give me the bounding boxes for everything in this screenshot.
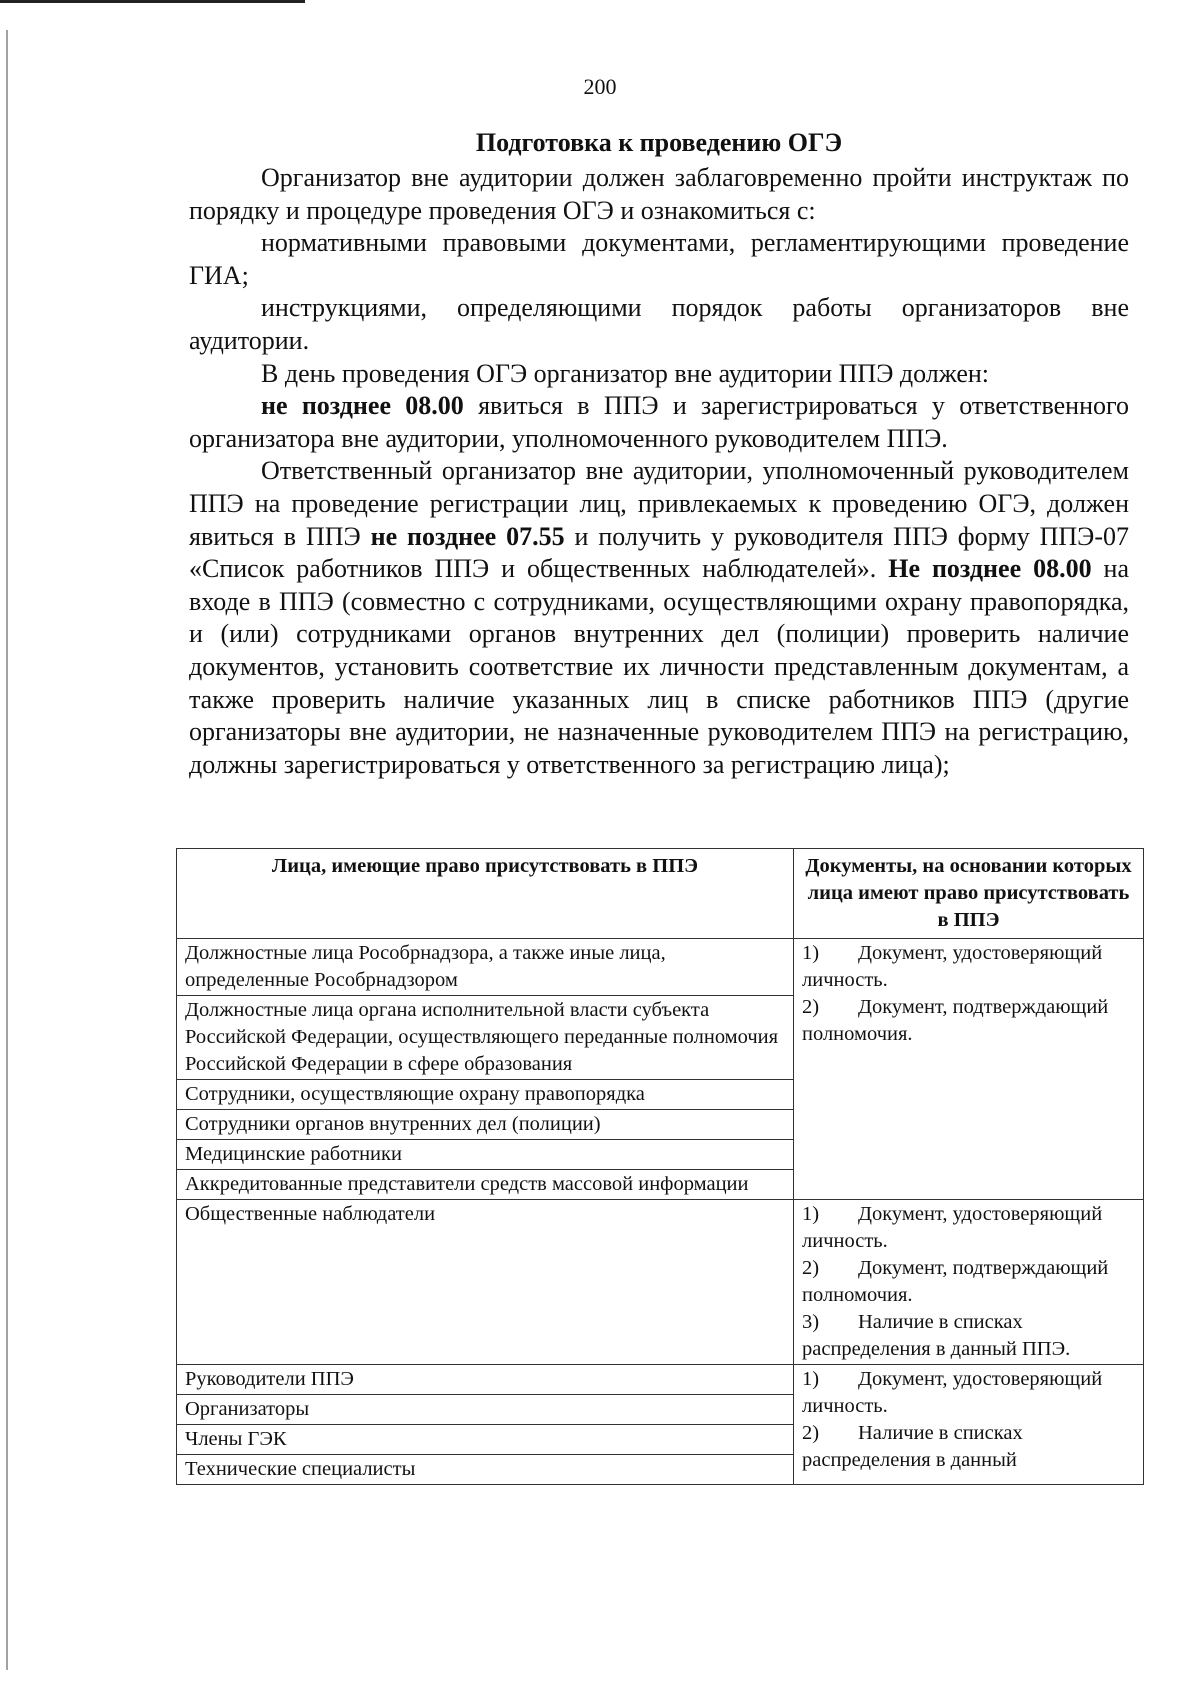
document-text: Документ, удостоверяющий личность.: [802, 942, 1103, 991]
bold-text: не позднее 07.55: [370, 521, 565, 551]
paragraph: [189, 390, 1129, 455]
documents-cell: [794, 939, 1144, 1200]
paragraph-text: нормативными правовыми документами, регламентирующими проведение ГИА;: [189, 228, 1129, 290]
table-body: [177, 939, 1144, 1485]
persons-documents-table: [176, 848, 1144, 1485]
documents-cell: [794, 1200, 1144, 1365]
table-row: [177, 1365, 1144, 1395]
paragraph: [189, 292, 1129, 357]
paragraph: [189, 358, 1129, 391]
document-item: [802, 994, 1135, 1048]
header-persons: Лица, имеющие право присутствовать в ППЭ: [177, 849, 794, 939]
person-cell: Должностные лица органа исполнительной власти субъекта Российской Федерации, осуществляющего переданные полномочия Российской Федерации в сфере образования: [177, 996, 794, 1080]
document-number: 2): [802, 996, 820, 1018]
paragraph-list: [189, 162, 1129, 781]
person-cell: Медицинские работники: [177, 1140, 794, 1170]
paragraph: [189, 455, 1129, 781]
table-row: [177, 1200, 1144, 1365]
documents-cell: [794, 1365, 1144, 1485]
scan-left-edge: [6, 30, 8, 1670]
document-list: [802, 940, 1135, 1048]
document-number: 1): [802, 942, 820, 964]
document-list: [802, 1366, 1135, 1474]
paragraph-text: В день проведения ОГЭ организатор вне аудитории ППЭ должен:: [261, 358, 990, 388]
person-cell: Члены ГЭК: [177, 1425, 794, 1455]
header-documents: Документы, на основании которых лица имеют право присутствовать в ППЭ: [794, 849, 1144, 939]
paragraph-text: явиться в ППЭ и зарегистрироваться у ответственного организатора вне аудитории, уполномоченного руководителем ППЭ.: [189, 391, 1129, 453]
section-heading: Подготовка к проведению ОГЭ: [475, 128, 843, 157]
document-item: [802, 940, 1135, 994]
person-cell: Сотрудники, осуществляющие охрану правопорядка: [177, 1080, 794, 1110]
document-number: 1): [802, 1203, 820, 1225]
document-item: [802, 1366, 1135, 1420]
paragraph-text: инструкциями, определяющими порядок работы организаторов вне аудитории.: [189, 293, 1129, 355]
paragraph-text: Ответственный организатор вне аудитории, уполномоченный руководителем ППЭ на проведение регистрации лиц, привлекаемых к проведению ОГЭ, должен явиться в ППЭ: [189, 456, 1129, 551]
document-text: Наличие в списках распределения в данный ППЭ.: [802, 1311, 1071, 1360]
table-header-row: [177, 849, 1144, 939]
document-text: Документ, удостоверяющий личность.: [802, 1368, 1103, 1417]
bold-text: Не позднее 08.00: [888, 554, 1092, 584]
paragraph: [189, 227, 1129, 292]
person-cell: Аккредитованные представители средств массовой информации: [177, 1170, 794, 1200]
document-number: 3): [802, 1311, 820, 1333]
document-item: [802, 1255, 1135, 1309]
document-body: [189, 124, 1129, 781]
paragraph-text: Организатор вне аудитории должен заблаговременно пройти инструктаж по порядку и процедуре проведения ОГЭ и ознакомиться с:: [189, 163, 1129, 225]
document-text: Документ, подтверждающий полномочия.: [802, 1257, 1109, 1306]
document-item: [802, 1201, 1135, 1255]
document-list: [802, 1201, 1135, 1363]
paragraph-text: на входе в ППЭ (совместно с сотрудниками, осуществляющими охрану правопорядка, и (или) сотрудниками органов внутренних дел (полиции) проверить наличие документов, установить соответствие их личности представленным документам, а также проверить наличие указанных лиц в списке работников ППЭ (другие организаторы вне аудитории, не назначенные руководителем ППЭ на регистрацию, должны зарегистрироваться у ответственного за регистрацию лица);: [189, 554, 1129, 779]
person-cell: Технические специалисты: [177, 1455, 794, 1485]
person-cell: Должностные лица Рособрнадзора, а также иные лица, определенные Рособрнадзором: [177, 939, 794, 996]
person-cell: Общественные наблюдатели: [177, 1200, 794, 1365]
document-number: 1): [802, 1368, 820, 1390]
person-cell: Организаторы: [177, 1395, 794, 1425]
document-text: Документ, удостоверяющий личность.: [802, 1203, 1103, 1252]
table-row: [177, 939, 1144, 996]
scan-top-line: [0, 0, 305, 3]
document-number: 2): [802, 1422, 820, 1444]
person-cell: Сотрудники органов внутренних дел (полиции): [177, 1110, 794, 1140]
paragraph-text: и получить у руководителя ППЭ форму ППЭ-07 «Список работников ППЭ и общественных наблюдателей».: [189, 521, 1129, 584]
page-number: 200: [583, 74, 617, 99]
document-text: Наличие в списках распределения в данный: [802, 1422, 1023, 1471]
paragraph: [189, 162, 1129, 227]
document-number: 2): [802, 1257, 820, 1279]
bold-text: не позднее 08.00: [261, 391, 464, 421]
document-item: [802, 1309, 1135, 1363]
person-cell: Руководители ППЭ: [177, 1365, 794, 1395]
document-item: [802, 1420, 1135, 1474]
document-text: Документ, подтверждающий полномочия.: [802, 996, 1109, 1045]
